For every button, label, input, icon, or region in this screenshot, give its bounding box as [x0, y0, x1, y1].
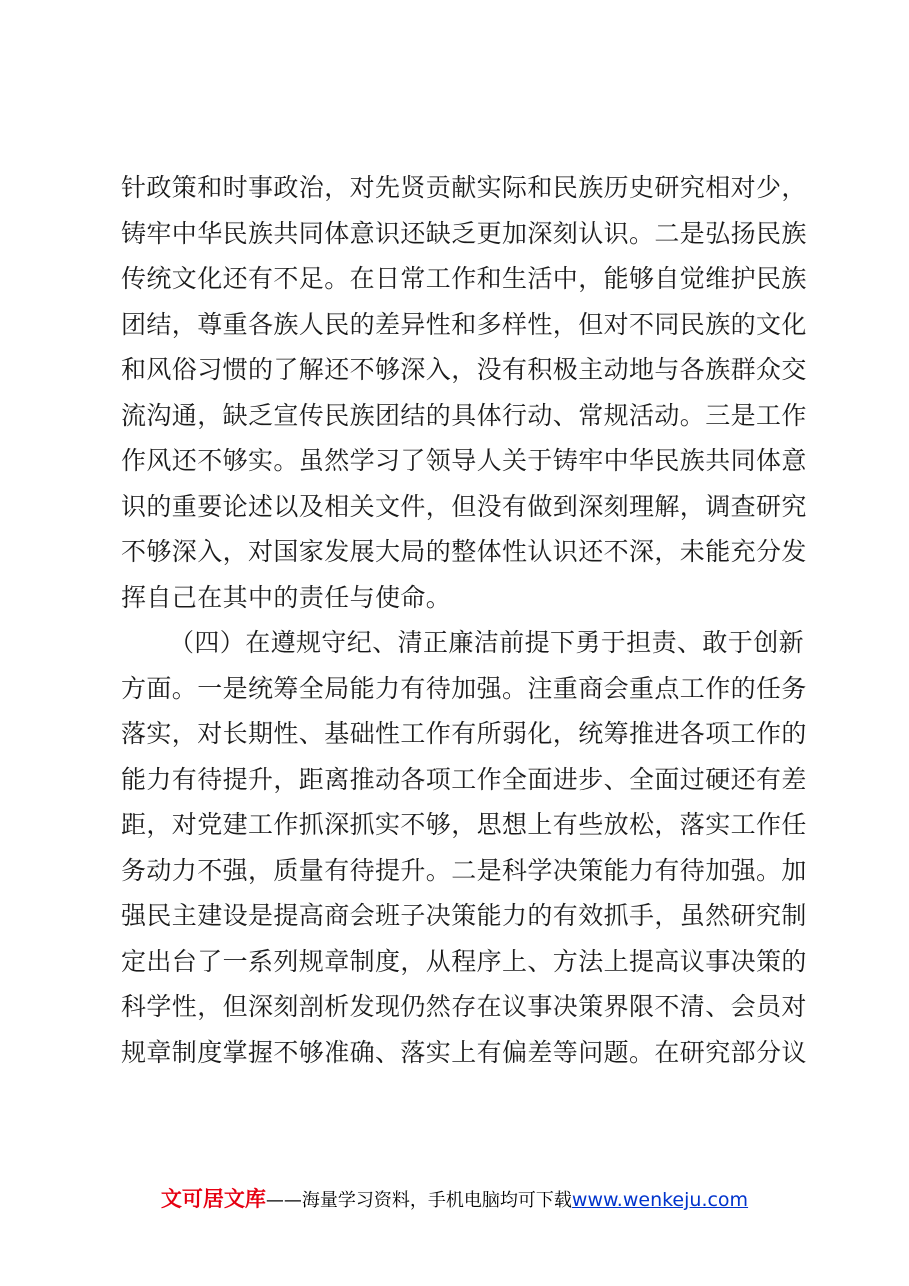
text-line: 作风还不够实。虽然学习了领导人关于铸牢中华民族共同体意 [121, 446, 807, 475]
text-line: 挥自己在其中的责任与使命。 [121, 582, 452, 612]
text-line: 团结，尊重各族人民的差异性和多样性，但对不同民族的文化 [121, 309, 807, 339]
text-line: 定出台了一系列规章制度，从程序上、方法上提高议事决策的 [121, 946, 807, 976]
document-body [121, 165, 807, 1075]
text-line: 强民主建设是提高商会班子决策能力的有效抓手，虽然研究制 [121, 901, 807, 930]
text-line: 科学性，但深刻剖析发现仍然存在议事决策界限不清、会员对 [121, 992, 807, 1021]
text-line: 和风俗习惯的了解还不够深入，没有积极主动地与各族群众交 [121, 355, 807, 384]
text-line: 流沟通，缺乏宣传民族团结的具体行动、常规活动。三是工作 [121, 400, 807, 430]
footer-banner [0, 1183, 909, 1213]
brand-name: 文可居文库 [160, 1187, 266, 1211]
text-line: 传统文化还有不足。在日常工作和生活中，能够自觉维护民族 [121, 264, 807, 293]
text-line: 规章制度掌握不够准确、落实上有偏差等问题。在研究部分议 [121, 1037, 807, 1067]
text-line: 铸牢中华民族共同体意识还缺乏更加深刻认识。二是弘扬民族 [121, 218, 807, 248]
text-line: 落实，对长期性、基础性工作有所弱化，统筹推进各项工作的 [121, 719, 807, 748]
text-line: 针政策和时事政治，对先贤贡献实际和民族历史研究相对少， [121, 173, 807, 202]
section-heading-line: （四）在遵规守纪、清正廉洁前提下勇于担责、敢于创新 [169, 628, 805, 657]
text-line: 能力有待提升，距离推动各项工作全面进步、全面过硬还有差 [121, 764, 807, 794]
text-line: 不够深入，对国家发展大局的整体性认识还不深，未能充分发 [121, 537, 807, 566]
website-link[interactable]: www.wenkeju.com [571, 1189, 749, 1211]
footer-tagline: ——海量学习资料，手机电脑均可下载 [265, 1190, 572, 1211]
text-line: 识的重要论述以及相关文件，但没有做到深刻理解，调查研究 [121, 491, 807, 521]
text-line: 方面。一是统筹全局能力有待加强。注重商会重点工作的任务 [121, 673, 807, 703]
text-line: 务动力不强，质量有待提升。二是科学决策能力有待加强。加 [121, 855, 807, 885]
text-line: 距，对党建工作抓深抓实不够，思想上有些放松，落实工作任 [121, 810, 807, 839]
